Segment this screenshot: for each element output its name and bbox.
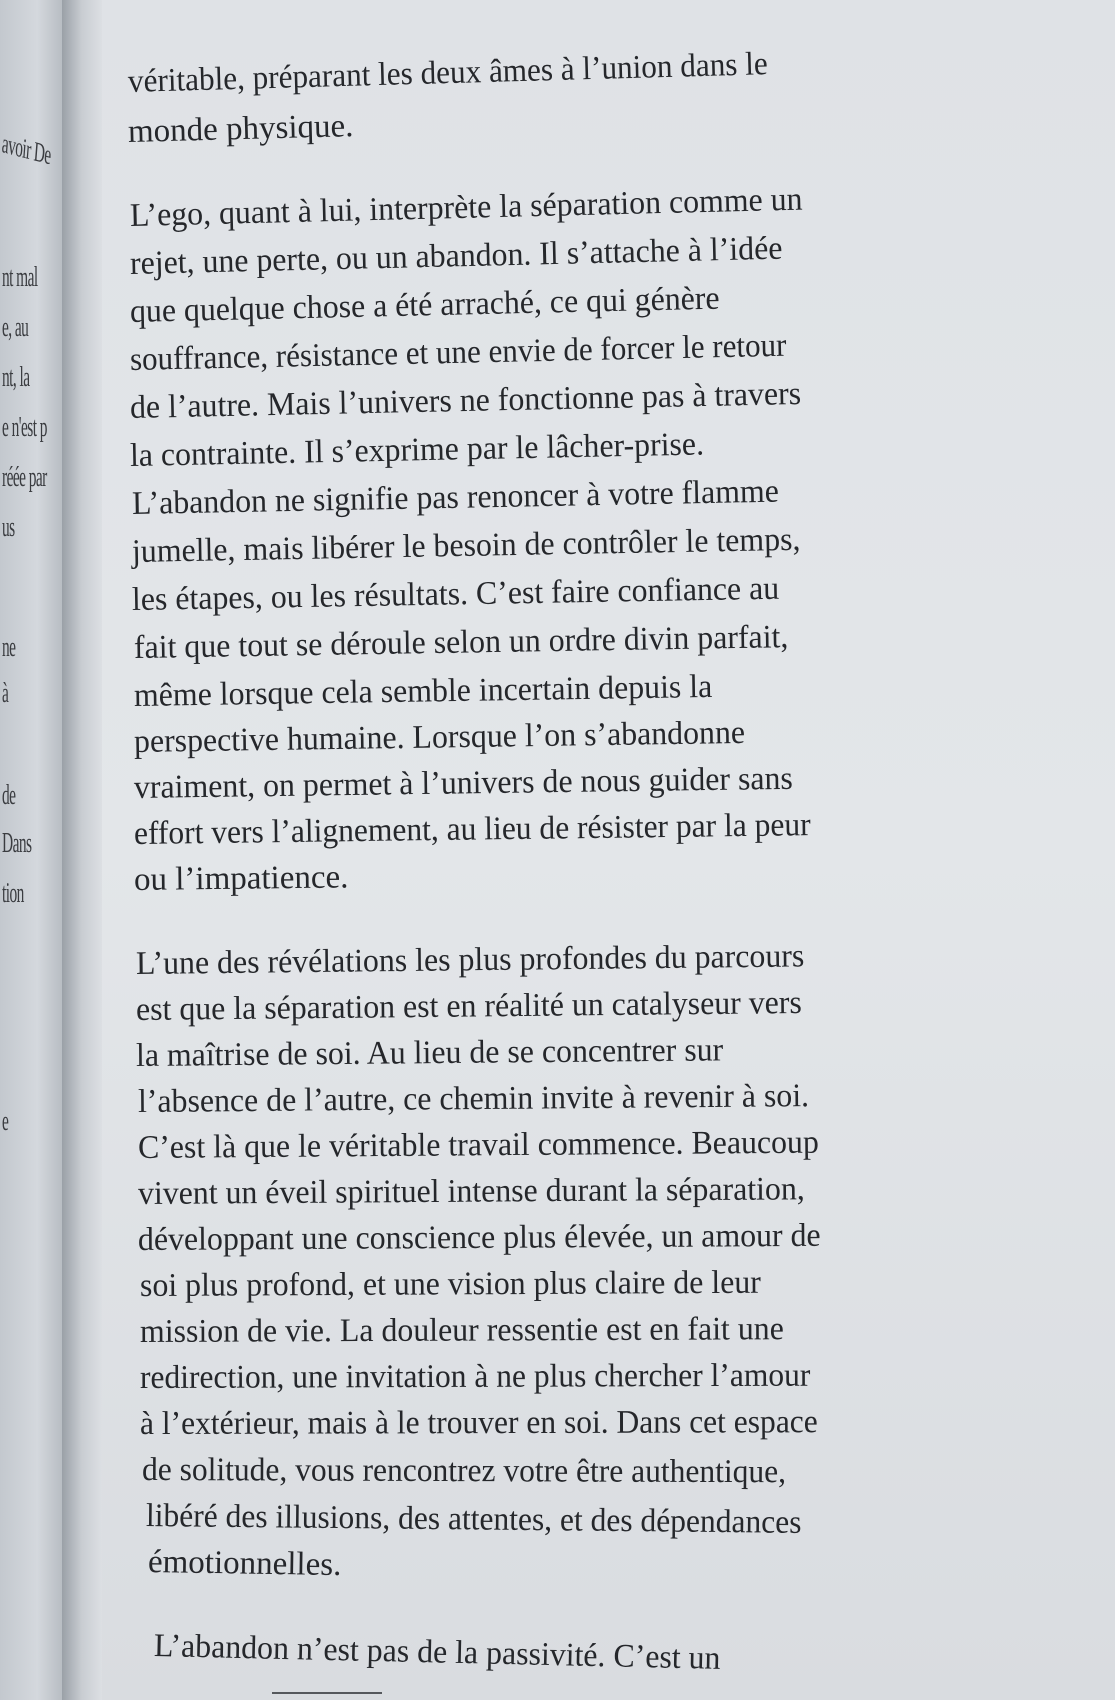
left-page-fragment: nt mal [2, 262, 38, 293]
footnote-rule [272, 1692, 382, 1694]
book-gutter [62, 0, 102, 1700]
text-line: même lorsque cela semble incertain depuis la [133, 668, 713, 714]
left-page-fragment: us [2, 512, 15, 543]
left-page-fragment: e, au [2, 312, 29, 343]
left-page-fragment: de [2, 780, 16, 811]
text-line: fait que tout se déroule selon un ordre divin parfait, [133, 619, 789, 666]
text-line: monde physique. [127, 108, 354, 150]
text-line: que quelque chose a été arraché, ce qui génère [129, 280, 720, 330]
left-page-fragment: e [2, 1106, 9, 1137]
left-page-fragment: nt, la [2, 362, 30, 393]
text-line: de solitude, vous rencontrez votre être authentique, [141, 1452, 787, 1491]
text-line: perspective humaine. Lorsque l’on s’abandonne [133, 714, 746, 760]
left-page-edge [0, 0, 62, 1700]
text-line: à l’extérieur, mais à le trouver en soi. Dans cet espace [139, 1404, 818, 1442]
text-line: redirection, une invitation à ne plus chercher l’amour [139, 1357, 811, 1396]
text-line: mission de vie. La douleur ressentie est en fait une [139, 1311, 784, 1350]
text-line: développant une conscience plus élevée, un amour de [137, 1217, 821, 1258]
text-line: L’abandon ne signifie pas renoncer à votre flamme [131, 473, 780, 522]
text-line: est que la séparation est en réalité un catalyseur vers [135, 985, 802, 1028]
text-line: soi plus profond, et une vision plus claire de leur [139, 1264, 761, 1304]
text-line: vivent un éveil spirituel intense durant la séparation, [137, 1171, 805, 1212]
text-line: L’ego, quant à lui, interprète la séparation comme un [129, 181, 803, 234]
left-page-fragment: ne [2, 632, 16, 663]
text-line: L’une des révélations les plus profondes du parcours [135, 938, 805, 982]
left-page-fragment: à [2, 678, 9, 709]
text-line: la maîtrise de soi. Au lieu de se concentrer sur [135, 1032, 724, 1074]
text-line: émotionnelles. [147, 1544, 342, 1584]
text-line: libéré des illusions, des attentes, et des dépendances [145, 1498, 802, 1541]
left-page-fragment: e n'est p [2, 412, 47, 443]
left-page-fragment: réée par [2, 462, 47, 493]
left-page-fragment: tion [2, 878, 24, 909]
book-page [102, 0, 1115, 1700]
text-line: ou l’impatience. [133, 859, 349, 898]
text-line: les étapes, ou les résultats. C’est faire confiance au [131, 570, 780, 618]
text-line: souffrance, résistance et une envie de forcer le retour [129, 327, 787, 378]
text-line: C’est là que le véritable travail commence. Beaucoup [137, 1124, 819, 1166]
left-page-fragment: Dans [2, 828, 32, 859]
text-line: rejet, une perte, ou un abandon. Il s’attache à l’idée [129, 230, 783, 282]
text-line: vraiment, on permet à l’univers de nous guider sans [133, 760, 794, 806]
text-line: effort vers l’alignement, au lieu de résister par la peur [133, 807, 811, 852]
text-line: l’absence de l’autre, ce chemin invite à revenir à soi. [137, 1078, 810, 1120]
text-line: véritable, préparant les deux âmes à l’union dans le [127, 46, 769, 100]
text-line: L’abandon n’est pas de la passivité. C’est un [153, 1628, 721, 1677]
text-line: jumelle, mais libérer le besoin de contrôler le temps, [131, 521, 801, 570]
left-page-fragment: avoir De [0, 128, 52, 172]
text-line: la contrainte. Il s’exprime par le lâcher-prise. [129, 426, 705, 474]
text-line: de l’autre. Mais l’univers ne fonctionne pas à travers [129, 375, 802, 426]
